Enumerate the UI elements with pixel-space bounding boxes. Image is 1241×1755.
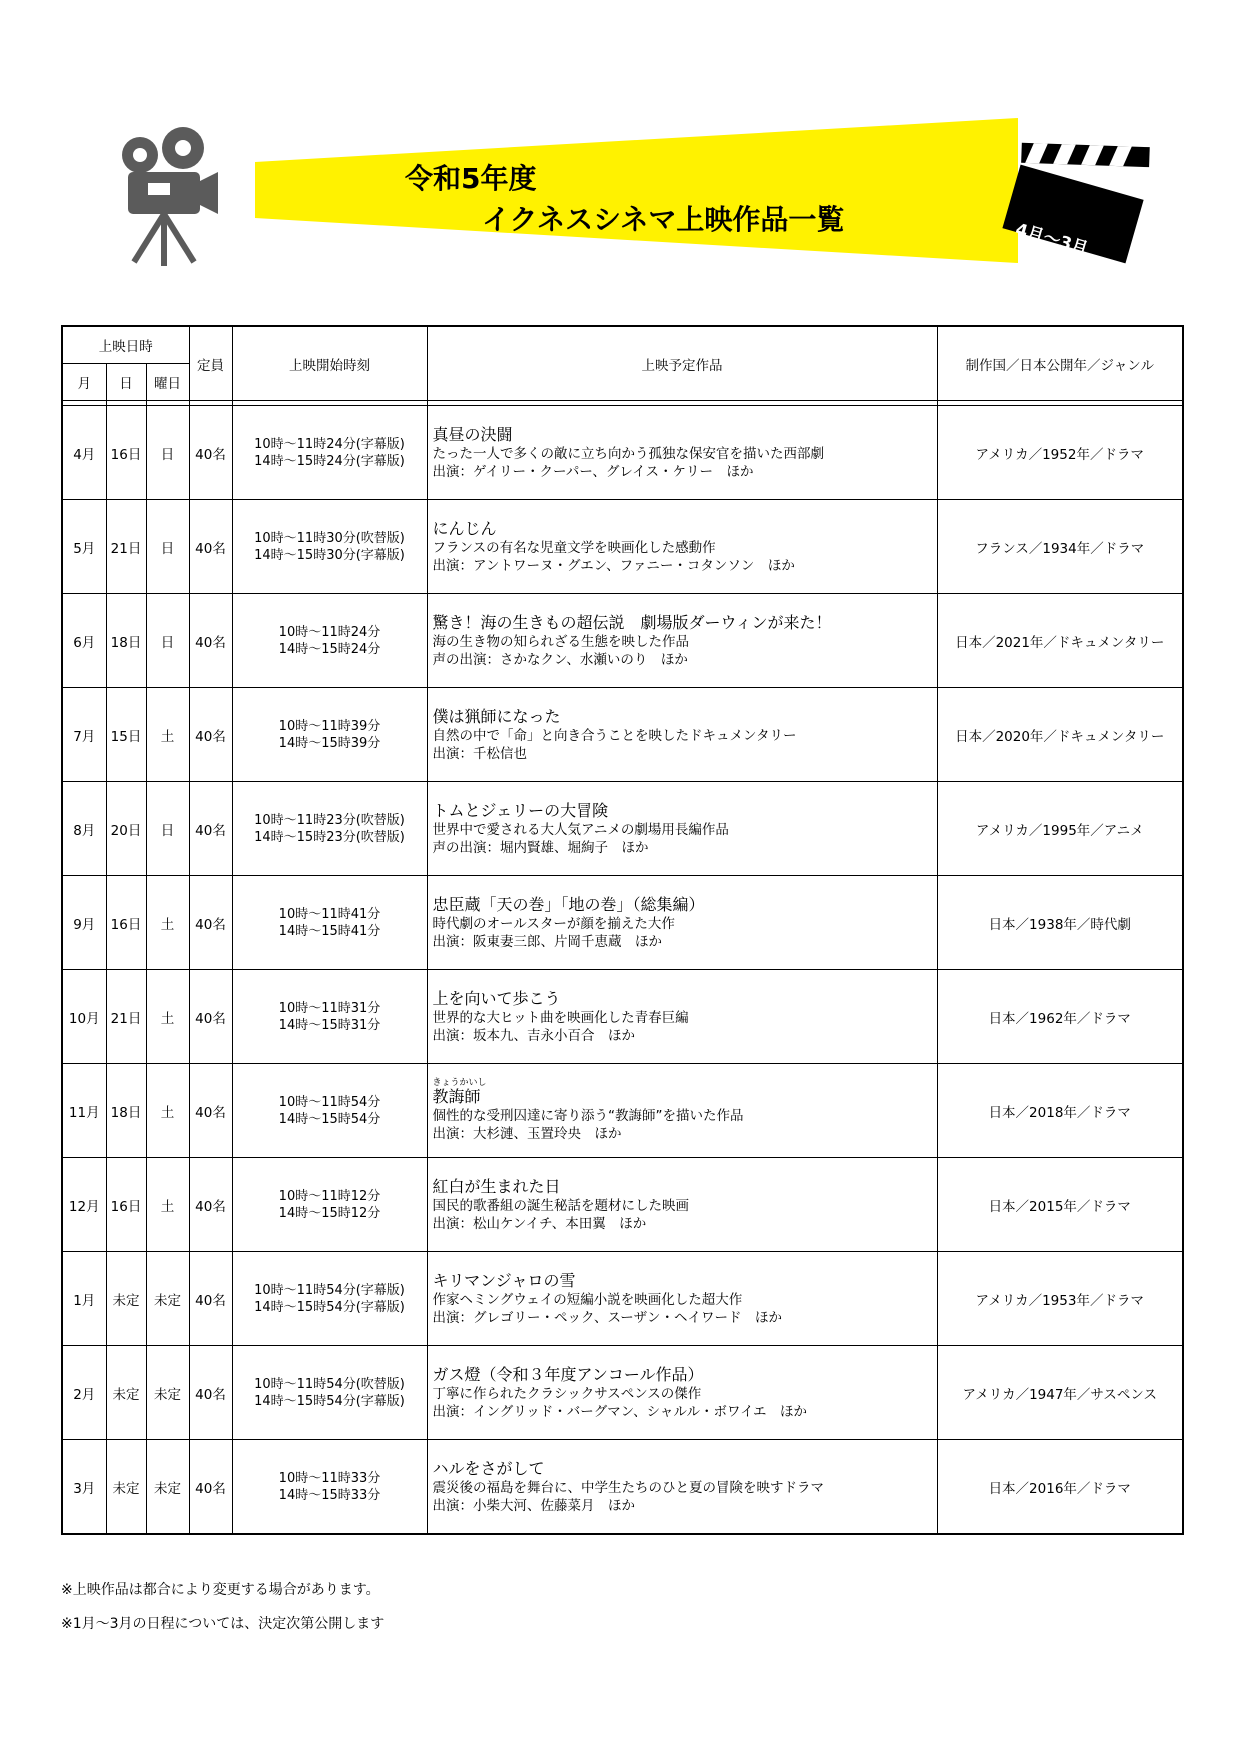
cell-day: 21日 — [106, 970, 146, 1064]
cell-month: 10月 — [62, 970, 106, 1064]
cell-day: 16日 — [106, 876, 146, 970]
cell-month: 8月 — [62, 782, 106, 876]
cell-info: 日本／1962年／ドラマ — [937, 970, 1183, 1064]
header-capacity: 定員 — [189, 326, 232, 401]
cell-capacity: 40名 — [189, 1440, 232, 1535]
cell-info: アメリカ／1952年／ドラマ — [937, 406, 1183, 500]
cell-weekday: 日 — [146, 406, 189, 500]
cell-capacity: 40名 — [189, 594, 232, 688]
cell-info: 日本／2015年／ドラマ — [937, 1158, 1183, 1252]
work-cast: 出演：グレゴリー・ペック、スーザン・ヘイワード ほか — [432, 1310, 783, 1326]
cell-info: アメリカ／1953年／ドラマ — [937, 1252, 1183, 1346]
cell-weekday: 日 — [146, 594, 189, 688]
cell-month: 2月 — [62, 1346, 106, 1440]
work-description: 自然の中で「命」と向き合うことを映したドキュメンタリー — [432, 728, 797, 744]
page-title-year: 令和5年度 — [405, 162, 537, 195]
cell-month: 11月 — [62, 1064, 106, 1158]
cell-month: 4月 — [62, 406, 106, 500]
cell-times — [232, 1064, 427, 1158]
time-afternoon: 14時～15時24分(字幕版) — [254, 453, 405, 469]
cell-times — [232, 876, 427, 970]
work-description: たった一人で多くの敵に立ち向かう孤独な保安官を描いた西部劇 — [432, 446, 824, 462]
time-afternoon: 14時～15時54分 — [278, 1111, 381, 1127]
time-afternoon: 14時～15時23分(吹替版) — [254, 829, 405, 845]
cell-work — [427, 500, 937, 594]
work-description: 震災後の福島を舞台に、中学生たちのひと夏の冒険を映すドラマ — [432, 1480, 824, 1496]
cell-month: 1月 — [62, 1252, 106, 1346]
work-title: 驚き！海の生きもの超伝説 劇場版ダーウィンが来た！ — [432, 613, 832, 632]
header-start-times: 上映開始時刻 — [232, 326, 427, 401]
cell-day: 16日 — [106, 406, 146, 500]
cell-day: 15日 — [106, 688, 146, 782]
cell-work — [427, 782, 937, 876]
cell-times — [232, 594, 427, 688]
cell-day: 18日 — [106, 1064, 146, 1158]
time-morning: 10時～11時24分(字幕版) — [254, 436, 405, 452]
cell-info: アメリカ／1995年／アニメ — [937, 782, 1183, 876]
cell-capacity: 40名 — [189, 1346, 232, 1440]
cell-times — [232, 1440, 427, 1535]
cell-capacity: 40名 — [189, 1064, 232, 1158]
cell-info: 日本／2016年／ドラマ — [937, 1440, 1183, 1535]
cell-capacity: 40名 — [189, 500, 232, 594]
cell-info: 日本／2018年／ドラマ — [937, 1064, 1183, 1158]
time-morning: 10時～11時33分 — [278, 1470, 381, 1486]
cell-weekday: 未定 — [146, 1346, 189, 1440]
header-date-group: 上映日時 — [62, 326, 189, 364]
cell-work — [427, 1064, 937, 1158]
header-banner — [0, 0, 1241, 300]
cell-info: アメリカ／1947年／サスペンス — [937, 1346, 1183, 1440]
cell-info: フランス／1934年／ドラマ — [937, 500, 1183, 594]
cell-weekday: 未定 — [146, 1252, 189, 1346]
cell-weekday: 土 — [146, 1064, 189, 1158]
work-description: 世界的な大ヒット曲を映画化した青春巨編 — [432, 1010, 689, 1026]
time-afternoon: 14時～15時39分 — [278, 735, 381, 751]
work-cast: 出演：阪東妻三郎、片岡千恵蔵 ほか — [432, 934, 662, 950]
cell-times — [232, 970, 427, 1064]
cell-month: 5月 — [62, 500, 106, 594]
cell-month: 9月 — [62, 876, 106, 970]
cell-work — [427, 688, 937, 782]
cell-capacity: 40名 — [189, 782, 232, 876]
work-title: ガス燈（令和３年度アンコール作品） — [432, 1365, 704, 1384]
cell-weekday: 土 — [146, 970, 189, 1064]
time-afternoon: 14時～15時54分(字幕版) — [254, 1299, 405, 1315]
work-title: 教誨師 — [432, 1087, 481, 1106]
work-description: 丁寧に作られたクラシックサスペンスの傑作 — [432, 1386, 702, 1402]
cell-work — [427, 876, 937, 970]
work-description: フランスの有名な児童文学を映画化した感動作 — [432, 540, 716, 556]
note-change: ※上映作品は都合により変更する場合があります。 — [61, 1582, 380, 1598]
cell-day: 未定 — [106, 1252, 146, 1346]
cell-day: 21日 — [106, 500, 146, 594]
cell-capacity: 40名 — [189, 1252, 232, 1346]
work-title: ハルをさがして — [432, 1459, 545, 1478]
time-afternoon: 14時～15時54分(字幕版) — [254, 1393, 405, 1409]
work-title: 忠臣蔵「天の巻」「地の巻」（総集編） — [432, 895, 705, 914]
page-title: イクネスシネマ上映作品一覧 — [482, 203, 845, 236]
time-morning: 10時～11時39分 — [278, 718, 381, 734]
clapper-period-label: 4月～3月 — [1013, 219, 1091, 260]
time-afternoon: 14時～15時31分 — [278, 1017, 381, 1033]
cell-times — [232, 688, 427, 782]
cell-month: 7月 — [62, 688, 106, 782]
work-description: 作家ヘミングウェイの短編小説を映画化した超大作 — [432, 1292, 743, 1308]
schedule-table — [61, 325, 1184, 1535]
time-afternoon: 14時～15時41分 — [278, 923, 381, 939]
table-row — [62, 970, 1183, 1064]
cell-times — [232, 1158, 427, 1252]
time-morning: 10時～11時54分(字幕版) — [254, 1282, 405, 1298]
work-title: キリマンジャロの雪 — [432, 1271, 576, 1290]
work-cast: 声の出演：堀内賢雄、堀絢子 ほか — [432, 840, 649, 856]
table-row — [62, 1064, 1183, 1158]
table-row — [62, 594, 1183, 688]
header-weekday: 曜日 — [146, 364, 189, 401]
cell-day: 18日 — [106, 594, 146, 688]
cell-capacity: 40名 — [189, 876, 232, 970]
work-cast: 出演：大杉漣、玉置玲央 ほか — [432, 1126, 622, 1142]
cell-work — [427, 1252, 937, 1346]
work-cast: 出演：松山ケンイチ、本田翼 ほか — [432, 1216, 647, 1232]
cell-month: 6月 — [62, 594, 106, 688]
note-schedule: ※1月～3月の日程については、決定次第公開します — [61, 1616, 385, 1632]
work-description: 国民的歌番組の誕生秘話を題材にした映画 — [432, 1198, 689, 1214]
table-row — [62, 406, 1183, 500]
work-cast: 出演：坂本九、吉永小百合 ほか — [432, 1028, 635, 1044]
table-row — [62, 500, 1183, 594]
cell-day: 20日 — [106, 782, 146, 876]
work-title: にんじん — [432, 519, 497, 538]
cell-capacity: 40名 — [189, 688, 232, 782]
cell-work — [427, 1158, 937, 1252]
time-afternoon: 14時～15時12分 — [278, 1205, 381, 1221]
cell-day: 16日 — [106, 1158, 146, 1252]
work-cast: 出演：アントワーヌ・グエン、ファニー・コタンソン ほか — [432, 558, 795, 574]
cell-capacity: 40名 — [189, 970, 232, 1064]
cell-info: 日本／2021年／ドキュメンタリー — [937, 594, 1183, 688]
work-title: トムとジェリーの大冒険 — [432, 801, 609, 820]
time-morning: 10時～11時30分(吹替版) — [254, 530, 405, 546]
work-title: 上を向いて歩こう — [432, 989, 561, 1008]
cell-capacity: 40名 — [189, 406, 232, 500]
cell-work — [427, 1440, 937, 1535]
cell-capacity: 40名 — [189, 1158, 232, 1252]
cell-work — [427, 594, 937, 688]
cell-times — [232, 406, 427, 500]
table-row — [62, 1252, 1183, 1346]
work-title: 紅白が生まれた日 — [432, 1177, 561, 1196]
cell-info: 日本／1938年／時代劇 — [937, 876, 1183, 970]
work-cast: 出演：小柴大河、佐藤菜月 ほか — [432, 1498, 635, 1514]
cell-work — [427, 406, 937, 500]
cell-weekday: 土 — [146, 1158, 189, 1252]
cell-times — [232, 782, 427, 876]
time-morning: 10時～11時12分 — [278, 1188, 381, 1204]
cell-month: 3月 — [62, 1440, 106, 1535]
cell-work — [427, 1346, 937, 1440]
table-row — [62, 1158, 1183, 1252]
table-row — [62, 688, 1183, 782]
time-morning: 10時～11時41分 — [278, 906, 381, 922]
cell-weekday: 土 — [146, 876, 189, 970]
work-cast: 出演：ゲイリー・クーパー、グレイス・ケリー ほか — [432, 464, 754, 480]
cell-work — [427, 970, 937, 1064]
schedule-rows — [62, 406, 1183, 1535]
time-afternoon: 14時～15時33分 — [278, 1487, 381, 1503]
table-row — [62, 1440, 1183, 1535]
cell-weekday: 日 — [146, 500, 189, 594]
work-title: 真昼の決闘 — [432, 425, 513, 444]
movie-camera-icon — [122, 127, 218, 266]
work-cast: 出演：イングリッド・バーグマン、シャルル・ボワイエ ほか — [432, 1404, 808, 1420]
work-description: 世界中で愛される大人気アニメの劇場用長編作品 — [432, 822, 729, 838]
header-month: 月 — [62, 364, 106, 401]
work-title: 僕は猟師になった — [432, 707, 561, 726]
time-afternoon: 14時～15時24分 — [278, 641, 381, 657]
time-morning: 10時～11時31分 — [278, 1000, 381, 1016]
time-morning: 10時～11時23分(吹替版) — [254, 812, 405, 828]
cell-weekday: 土 — [146, 688, 189, 782]
cell-day: 未定 — [106, 1440, 146, 1535]
time-morning: 10時～11時54分 — [278, 1094, 381, 1110]
cell-times — [232, 1346, 427, 1440]
cell-times — [232, 1252, 427, 1346]
table-row — [62, 782, 1183, 876]
work-cast: 出演：千松信也 — [432, 746, 527, 762]
spotlight-beam — [255, 118, 1018, 263]
cell-times — [232, 500, 427, 594]
table-row — [62, 876, 1183, 970]
header-work: 上映予定作品 — [427, 326, 937, 401]
cell-info: 日本／2020年／ドキュメンタリー — [937, 688, 1183, 782]
work-cast: 声の出演：さかなクン、水瀬いのり ほか — [432, 652, 688, 668]
table-row — [62, 1346, 1183, 1440]
time-afternoon: 14時～15時30分(字幕版) — [254, 547, 405, 563]
header-row — [62, 326, 1183, 364]
cell-weekday: 日 — [146, 782, 189, 876]
cell-month: 12月 — [62, 1158, 106, 1252]
title-ruby: きょうかいし — [432, 1078, 487, 1088]
header-day: 日 — [106, 364, 146, 401]
time-morning: 10時～11時24分 — [278, 624, 381, 640]
work-description: 時代劇のオールスターが顔を揃えた大作 — [432, 916, 675, 932]
cell-weekday: 未定 — [146, 1440, 189, 1535]
header-info: 制作国／日本公開年／ジャンル — [937, 326, 1183, 401]
time-morning: 10時～11時54分(吹替版) — [254, 1376, 405, 1392]
work-description: 海の生き物の知られざる生態を映した作品 — [432, 634, 689, 650]
work-description: 個性的な受刑囚達に寄り添う“教誨師”を描いた作品 — [432, 1108, 744, 1124]
cell-day: 未定 — [106, 1346, 146, 1440]
